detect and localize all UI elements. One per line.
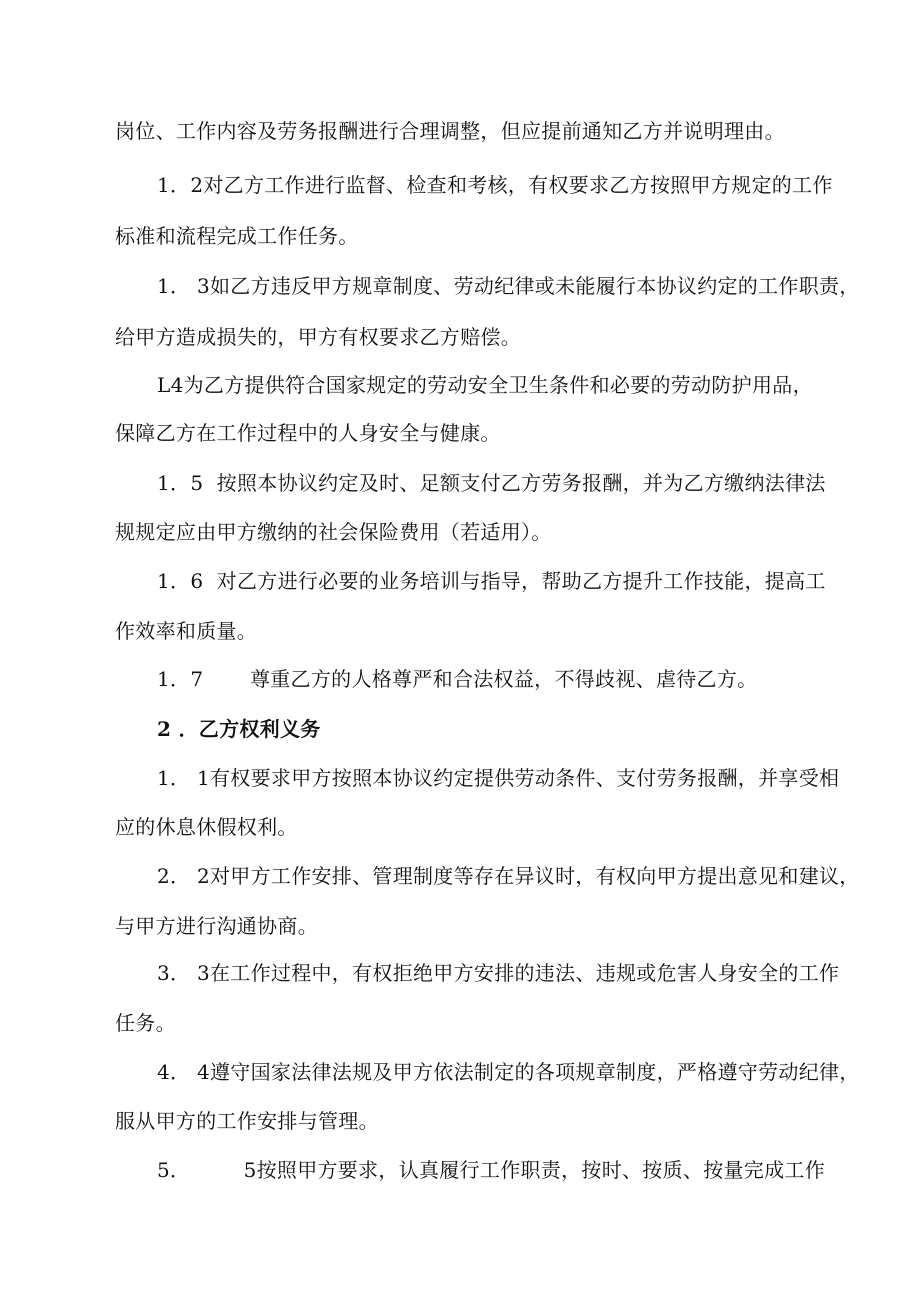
section-heading: 2 ．乙方权利义务 xyxy=(157,717,321,741)
paragraph-line: 标准和流程完成工作任务。 xyxy=(115,224,359,248)
paragraph-line: 3． 3在工作过程中，有权拒绝甲方安排的违法、违规或危害人身安全的工作 xyxy=(157,961,840,985)
paragraph-line: 服从甲方的工作安排与管理。 xyxy=(115,1109,379,1133)
paragraph-line: 2． 2对甲方工作安排、管理制度等存在异议时，有权向甲方提出意见和建议， xyxy=(157,864,860,888)
paragraph-line: 应的休息休假权利。 xyxy=(115,815,298,839)
paragraph-line: 5． 5按照甲方要求，认真履行工作职责，按时、按质、按量完成工作 xyxy=(157,1158,826,1182)
paragraph-line: 1．5 按照本协议约定及时、足额支付乙方劳务报酬，并为乙方缴纳法律法 xyxy=(157,471,826,495)
paragraph-line: 规规定应由甲方缴纳的社会保险费用（若适用）。 xyxy=(115,520,552,544)
paragraph-line: 岗位、工作内容及劳务报酬进行合理调整，但应提前通知乙方并说明理由。 xyxy=(115,119,785,143)
paragraph-line: 1．2对乙方工作进行监督、检查和考核，有权要求乙方按照甲方规定的工作 xyxy=(157,173,833,197)
paragraph-line: 1． 1有权要求甲方按照本协议约定提供劳动条件、支付劳务报酬，并享受相 xyxy=(157,766,840,790)
paragraph-line: 作效率和质量。 xyxy=(115,619,258,643)
paragraph-line: 任务。 xyxy=(115,1011,176,1035)
paragraph-line: 1．6 对乙方进行必要的业务培训与指导，帮助乙方提升工作技能，提高工 xyxy=(157,569,826,593)
paragraph-line: 4． 4遵守国家法律法规及甲方依法制定的各项规章制度，严格遵守劳动纪律， xyxy=(157,1060,860,1084)
paragraph-line: 与甲方进行沟通协商。 xyxy=(115,914,318,938)
paragraph-line: 给甲方造成损失的，甲方有权要求乙方赔偿。 xyxy=(115,325,521,349)
paragraph-line: 1．7 尊重乙方的人格尊严和合法权益，不得歧视、虐待乙方。 xyxy=(157,667,758,691)
paragraph-line: L4为乙方提供符合国家规定的劳动安全卫生条件和必要的劳动防护用品， xyxy=(157,373,813,397)
paragraph-line: 保障乙方在工作过程中的人身安全与健康。 xyxy=(115,421,501,445)
paragraph-line: 1． 3如乙方违反甲方规章制度、劳动纪律或未能履行本协议约定的工作职责， xyxy=(157,274,860,298)
